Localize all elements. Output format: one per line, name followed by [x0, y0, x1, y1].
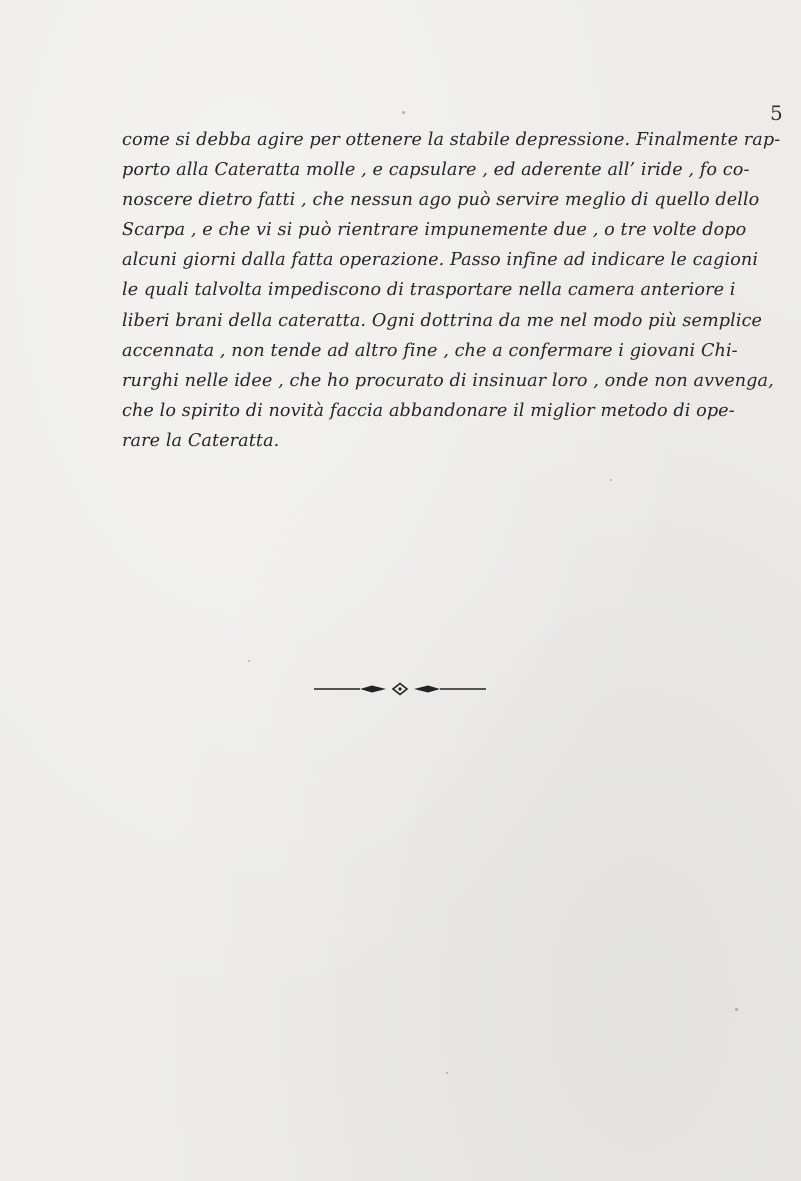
text-line: noscere dietro fatti , che nessun ago può servire meglio di quello dello	[122, 190, 760, 211]
text-line: le quali talvolta impediscono di trasportare nella camera anteriore i	[122, 280, 736, 301]
paper-speck	[248, 660, 250, 662]
text-line: liberi brani della cateratta. Ogni dottrina da me nel modo più semplice	[122, 310, 763, 331]
page-number: 5	[770, 101, 783, 125]
text-line: alcuni giorni dalla fatta operazione. Passo infine ad indicare le cagioni	[122, 250, 759, 271]
body-text	[122, 125, 781, 456]
text-line: accennata , non tende ad altro fine , che a confermare i giovani Chi-	[122, 340, 738, 361]
text-line: rare la Cateratta.	[122, 430, 280, 451]
ornament-divider	[314, 682, 486, 696]
text-line: che lo spirito di novità faccia abbandonare il miglior metodo di ope-	[122, 400, 735, 421]
text-line: come si debba agire per ottenere la stabile depressione. Finalmente rap-	[122, 130, 781, 150]
paper-speck	[402, 111, 405, 114]
text-line: Scarpa , e che vi si può rientrare impunemente due , o tre volte dopo	[122, 220, 747, 241]
paper-speck	[446, 1072, 448, 1074]
text-line: porto alla Cateratta molle , e capsulare , ed aderente all’ iride , fo co-	[122, 160, 750, 181]
paper-speck	[610, 479, 612, 481]
paper-speck	[735, 1008, 738, 1011]
text-line: rurghi nelle idee , che ho procurato di insinuar loro , onde non avvenga,	[122, 370, 774, 391]
